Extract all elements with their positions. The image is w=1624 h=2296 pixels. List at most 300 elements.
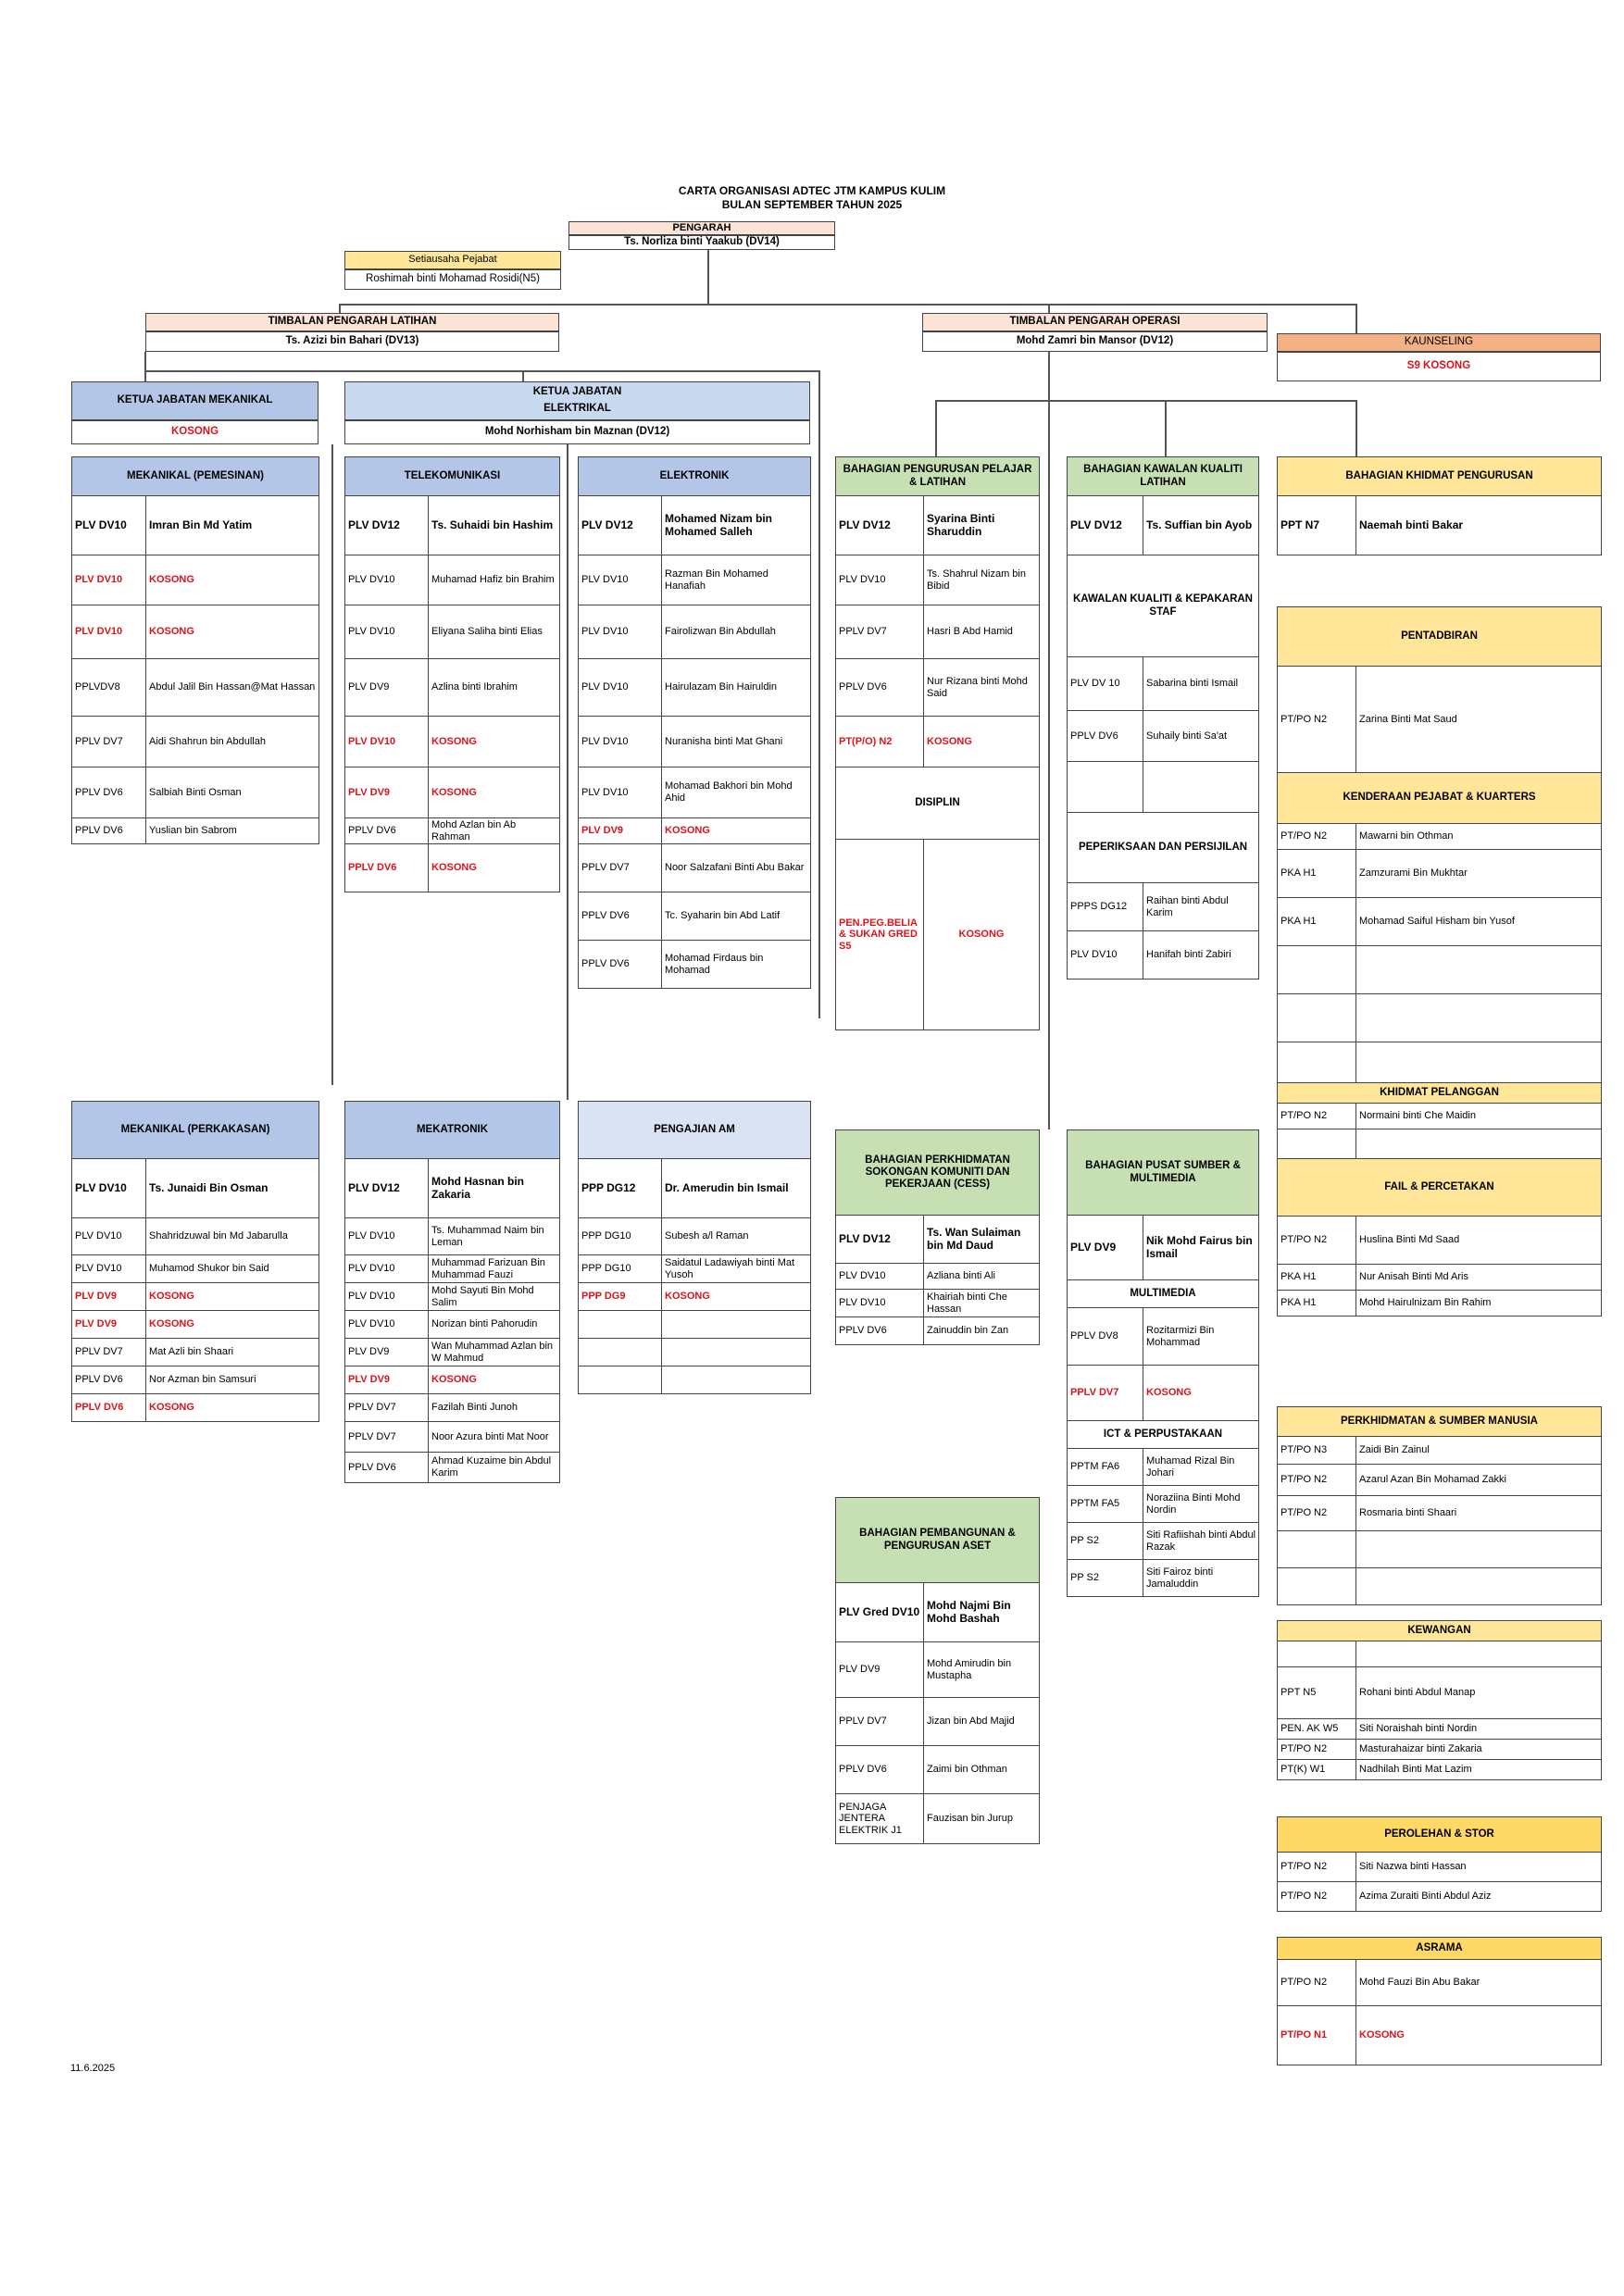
grade-cell: PT(P/O) N2 [836,717,924,767]
table-row [1278,850,1602,898]
grade-cell: PLV DV10 [836,1290,924,1317]
table-telekomunikasi [344,456,560,892]
name-cell: Mohamad Saiful Hisham bin Yusof [1356,898,1602,946]
table-row [836,767,1040,840]
name-cell: KOSONG [662,1283,811,1311]
table-row [579,605,811,659]
table-row [345,767,560,818]
kj-elektrikal-label1: KETUA JABATAN [532,386,622,397]
name-cell: KOSONG [146,1394,319,1422]
table-row [579,1366,811,1394]
grade-cell: PPTM FA6 [1068,1449,1143,1486]
name-cell: KOSONG [924,717,1040,767]
table-row [1278,1853,1602,1882]
table-row [72,717,319,767]
grade-cell: PPLVDV8 [72,659,146,717]
chart-title: CARTA ORGANISASI ADTEC JTM KAMPUS KULIM [678,184,946,197]
section-header: PENTADBIRAN [1278,607,1602,667]
name-cell [1356,1531,1602,1568]
grade-cell: PT/PO N3 [1278,1437,1356,1465]
table-row [836,1583,1040,1642]
name-cell: KOSONG [1356,2006,1602,2065]
grade-cell: PLV DV10 [345,1218,429,1255]
grade-cell [1278,1641,1356,1667]
grade-cell: PPLV DV6 [836,1746,924,1794]
name-cell: Mohd Hasnan bin Zakaria [429,1159,560,1218]
table-pembangunan [835,1497,1040,1844]
name-cell: Aidi Shahrun bin Abdullah [146,717,319,767]
grade-cell: PPLV DV7 [836,605,924,659]
name-cell: Syarina Binti Sharuddin [924,496,1040,555]
grade-cell: PP S2 [1068,1523,1143,1560]
name-cell: Nor Azman bin Samsuri [146,1366,319,1394]
grade-cell: PLV DV9 [345,659,429,717]
table-row [1278,667,1602,773]
table-row [836,1290,1040,1317]
table-row [579,1218,811,1255]
table-row [345,1394,560,1422]
section-header: TELEKOMUNIKASI [345,457,560,496]
table-row [1278,994,1602,1042]
grade-cell: PLV DV12 [345,496,429,555]
kj-elektrikal-name: Mohd Norhisham bin Maznan (DV12) [344,420,810,444]
grade-cell: PLV DV10 [579,605,662,659]
name-cell: Muhamad Hafiz bin Brahim [429,555,560,605]
grade-cell: PPLV DV6 [345,1453,429,1483]
grade-cell: PLV DV12 [1068,496,1143,555]
grade-cell: PLV DV10 [836,555,924,605]
table-row [1278,1568,1602,1605]
grade-cell: PLV DV12 [345,1159,429,1218]
table-row [345,659,560,717]
grade-cell: PLV DV10 [345,605,429,659]
name-cell: Saidatul Ladawiyah binti Mat Yusoh [662,1255,811,1283]
grade-cell: PLV DV10 [579,767,662,818]
grade-cell: PT/PO N1 [1278,2006,1356,2065]
table-cess [835,1129,1040,1345]
grade-cell: PLV DV10 [345,555,429,605]
grade-cell: PPPS DG12 [1068,883,1143,931]
name-cell: Razman Bin Mohamed Hanafiah [662,555,811,605]
grade-cell: PPLV DV6 [72,767,146,818]
grade-cell: PLV DV10 [72,496,146,555]
table-row [345,717,560,767]
name-cell: Fairolizwan Bin Abdullah [662,605,811,659]
grade-cell: PLV DV10 [72,1159,146,1218]
name-cell: Mohd Sayuti Bin Mohd Salim [429,1283,560,1311]
name-cell: Huslina Binti Md Saad [1356,1217,1602,1265]
table-row [1278,1719,1602,1740]
table-row [1068,883,1259,931]
name-cell: Zamzurami Bin Mukhtar [1356,850,1602,898]
table-row [579,767,811,818]
name-cell [1356,1042,1602,1083]
table-row [836,605,1040,659]
table-khidmat-pengurusan [1277,456,1602,555]
name-cell: Nik Mohd Fairus bin Ismail [1143,1216,1259,1280]
table-mekatronik [344,1101,560,1483]
name-cell: Hasri B Abd Hamid [924,605,1040,659]
grade-cell: PPLV DV6 [579,892,662,941]
chart-subtitle: BULAN SEPTEMBER TAHUN 2025 [721,198,903,211]
grade-cell: PPLV DV6 [1068,711,1143,762]
name-cell: KOSONG [924,840,1040,1030]
table-pengajian-am [578,1101,811,1394]
grade-cell: PPLV DV6 [345,818,429,844]
grade-cell: PKA H1 [1278,1291,1356,1316]
name-cell: Ts. Muhammad Naim bin Leman [429,1218,560,1255]
grade-cell: PLV DV9 [345,1339,429,1366]
table-row [1068,762,1259,813]
name-cell: Noor Azura binti Mat Noor [429,1422,560,1453]
grade-cell: PT/PO N2 [1278,1104,1356,1129]
section-header: BAHAGIAN PEMBANGUNAN & PENGURUSAN ASET [836,1498,1040,1583]
section-header: BAHAGIAN KAWALAN KUALITI LATIHAN [1068,457,1259,496]
grade-cell: PLV DV10 [72,555,146,605]
table-fail [1277,1158,1602,1316]
grade-cell: PT/PO N2 [1278,667,1356,773]
table-row [1278,1531,1602,1568]
name-cell: Naemah binti Bakar [1356,496,1602,555]
grade-cell: PPT N5 [1278,1667,1356,1719]
table-row [1068,1308,1259,1366]
section-header: MEKANIKAL (PEMESINAN) [72,457,319,496]
name-cell: Rohani binti Abdul Manap [1356,1667,1602,1719]
grade-cell: PPLV DV6 [72,818,146,844]
name-cell: Hanifah binti Zabiri [1143,931,1259,980]
name-cell: Ts. Suhaidi bin Hashim [429,496,560,555]
grade-cell: PP S2 [1068,1560,1143,1597]
grade-cell: PLV DV10 [72,1218,146,1255]
name-cell [1356,994,1602,1042]
grade-cell [1278,1042,1356,1083]
name-cell: Muhamod Shukor bin Said [146,1255,319,1283]
name-cell: Mohamad Firdaus bin Mohamad [662,941,811,989]
section-header: BAHAGIAN PERKHIDMATAN SOKONGAN KOMUNITI DAN PEKERJAAN (CESS) [836,1130,1040,1216]
section-header: MEKANIKAL (PERKAKASAN) [72,1102,319,1159]
table-row [579,818,811,844]
table-row [72,767,319,818]
tpl-label: TIMBALAN PENGARAH LATIHAN [145,313,559,331]
name-cell: KOSONG [146,1283,319,1311]
grade-cell: PLV DV10 [836,1264,924,1290]
table-row [72,1394,319,1422]
table-row [72,496,319,555]
grade-cell [1278,946,1356,994]
grade-cell: PPLV DV6 [345,844,429,892]
name-cell: Ts. Junaidi Bin Osman [146,1159,319,1218]
name-cell: Mohd Najmi Bin Mohd Bashah [924,1583,1040,1642]
name-cell: Mawarni bin Othman [1356,824,1602,850]
name-cell: Khairiah binti Che Hassan [924,1290,1040,1317]
grade-cell: PLV DV12 [579,496,662,555]
table-row [345,844,560,892]
grade-cell: PT/PO N2 [1278,1740,1356,1760]
grade-cell: PLV DV10 [1068,931,1143,980]
subsection-header: ICT & PERPUSTAKAAN [1068,1421,1259,1449]
pengarah-label: PENGARAH [568,221,835,235]
name-cell: KOSONG [146,1311,319,1339]
name-cell: Nuranisha binti Mat Ghani [662,717,811,767]
grade-cell: PT/PO N2 [1278,1496,1356,1531]
name-cell [1143,762,1259,813]
table-row [345,555,560,605]
grade-cell: PLV DV9 [72,1311,146,1339]
table-row [1278,1042,1602,1083]
tpo-name: Mohd Zamri bin Mansor (DV12) [922,331,1268,352]
table-row [72,555,319,605]
subsection-header: DISIPLIN [836,767,1040,840]
setiausaha-name: Roshimah binti Mohamad Rosidi(N5) [344,269,561,290]
table-row [1068,1523,1259,1560]
pengarah-name: Ts. Norliza binti Yaakub (DV14) [568,235,835,250]
name-cell: KOSONG [662,818,811,844]
name-cell: Fauzisan bin Jurup [924,1794,1040,1844]
name-cell: Siti Fairoz binti Jamaluddin [1143,1560,1259,1597]
table-row [1068,931,1259,980]
name-cell: Yuslian bin Sabrom [146,818,319,844]
table-row [579,659,811,717]
grade-cell [1068,762,1143,813]
grade-cell: PLV DV10 [72,1255,146,1283]
grade-cell: PKA H1 [1278,1265,1356,1291]
name-cell: Salbiah Binti Osman [146,767,319,818]
section-header: BAHAGIAN PENGURUSAN PELAJAR & LATIHAN [836,457,1040,496]
grade-cell: PLV DV10 [72,605,146,659]
name-cell: Sabarina binti Ismail [1143,657,1259,711]
table-row [345,1422,560,1453]
grade-cell: PLV DV10 [579,717,662,767]
name-cell: Jizan bin Abd Majid [924,1698,1040,1746]
section-header: BAHAGIAN KHIDMAT PENGURUSAN [1278,457,1602,496]
table-kenderaan [1277,772,1602,1083]
table-row [836,1746,1040,1794]
name-cell: Mohd Hairulnizam Bin Rahim [1356,1291,1602,1316]
grade-cell: PPLV DV6 [836,1317,924,1345]
table-row [579,1255,811,1283]
name-cell: Muhammad Farizuan Bin Muhammad Fauzi [429,1255,560,1283]
table-row [345,496,560,555]
table-row [345,1339,560,1366]
kj-elektrikal-label2: ELEKTRIKAL [543,403,611,414]
table-row [345,1255,560,1283]
name-cell: Mat Azli bin Shaari [146,1339,319,1366]
table-row [579,496,811,555]
section-header: PENGAJIAN AM [579,1102,811,1159]
table-row [1068,1486,1259,1523]
kj-mekanikal-label: KETUA JABATAN MEKANIKAL [71,381,319,420]
grade-cell: PPLV DV6 [72,1366,146,1394]
table-row [836,659,1040,717]
table-row [579,941,811,989]
table-row [1068,496,1259,555]
table-row [72,1218,319,1255]
table-row [72,605,319,659]
name-cell: KOSONG [429,1366,560,1394]
table-row [1278,946,1602,994]
grade-cell [1278,1531,1356,1568]
name-cell [1356,946,1602,994]
table-elektronik [578,456,811,989]
table-row [836,1317,1040,1345]
grade-cell: PENJAGA JENTERA ELEKTRIK J1 [836,1794,924,1844]
grade-cell: PLV DV10 [579,659,662,717]
table-row [579,717,811,767]
name-cell: Ts. Suffian bin Ayob [1143,496,1259,555]
table-row [579,1311,811,1339]
table-row [1278,1465,1602,1496]
name-cell [662,1311,811,1339]
grade-cell: PLV DV9 [345,767,429,818]
grade-cell: PKA H1 [1278,850,1356,898]
name-cell: Rosmaria binti Shaari [1356,1496,1602,1531]
name-cell: Abdul Jalil Bin Hassan@Mat Hassan [146,659,319,717]
table-row [345,605,560,659]
name-cell: Siti Nazwa binti Hassan [1356,1853,1602,1882]
subsection-header: MULTIMEDIA [1068,1280,1259,1308]
name-cell: Normaini binti Che Maidin [1356,1104,1602,1129]
table-row [1278,1104,1602,1129]
table-row [1278,1265,1602,1291]
name-cell: Zainuddin bin Zan [924,1317,1040,1345]
table-pentadbiran [1277,606,1602,773]
table-row [579,1159,811,1218]
table-row [72,659,319,717]
grade-cell: PPP DG9 [579,1283,662,1311]
table-row [1278,1291,1602,1316]
name-cell [662,1339,811,1366]
name-cell: Azima Zuraiti Binti Abdul Aziz [1356,1882,1602,1912]
grade-cell: PPLV DV7 [72,1339,146,1366]
name-cell: Siti Rafiishah binti Abdul Razak [1143,1523,1259,1560]
table-row [1278,1641,1602,1667]
section-header: KEWANGAN [1278,1621,1602,1641]
name-cell: Tc. Syaharin bin Abd Latif [662,892,811,941]
grade-cell: PPP DG10 [579,1255,662,1283]
table-row [1278,2006,1602,2065]
section-header: KHIDMAT PELANGGAN [1278,1083,1602,1104]
name-cell: Subesh a/l Raman [662,1218,811,1255]
name-cell: KOSONG [146,605,319,659]
grade-cell [579,1339,662,1366]
grade-cell: PLV DV10 [345,1311,429,1339]
table-row [1068,1421,1259,1449]
name-cell: Raihan binti Abdul Karim [1143,883,1259,931]
name-cell: Norizan binti Pahorudin [429,1311,560,1339]
section-header: ASRAMA [1278,1938,1602,1960]
name-cell: Muhamad Rizal Bin Johari [1143,1449,1259,1486]
table-mek-perkakasan [71,1101,319,1422]
name-cell: Hairulazam Bin Hairuldin [662,659,811,717]
section-header: KENDERAAN PEJABAT & KUARTERS [1278,773,1602,824]
grade-cell: PT(K) W1 [1278,1760,1356,1780]
table-row [836,1216,1040,1264]
table-row [836,1264,1040,1290]
table-row [1278,1437,1602,1465]
name-cell: Azlina binti Ibrahim [429,659,560,717]
grade-cell: PPLV DV7 [1068,1366,1143,1421]
grade-cell: PPLV DV7 [345,1422,429,1453]
grade-cell: PLV DV10 [345,1255,429,1283]
table-row [1068,555,1259,657]
table-row [1278,1217,1602,1265]
grade-cell: PPTM FA5 [1068,1486,1143,1523]
grade-cell: PLV DV10 [345,717,429,767]
name-cell: Masturahaizar binti Zakaria [1356,1740,1602,1760]
table-row [72,1159,319,1218]
section-header: BAHAGIAN PUSAT SUMBER & MULTIMEDIA [1068,1130,1259,1216]
name-cell: Nur Rizana binti Mohd Said [924,659,1040,717]
table-row [1068,1280,1259,1308]
name-cell [1356,1568,1602,1605]
setiausaha-label: Setiausaha Pejabat [344,251,561,269]
name-cell: Imran Bin Md Yatim [146,496,319,555]
section-header: FAIL & PERCETAKAN [1278,1159,1602,1217]
table-row [72,1339,319,1366]
kaunseling-name: S9 KOSONG [1277,352,1601,381]
table-row [836,1642,1040,1698]
table-row [836,496,1040,555]
name-cell [1356,1641,1602,1667]
table-row [345,1366,560,1394]
section-header: PERKHIDMATAN & SUMBER MANUSIA [1278,1407,1602,1437]
name-cell: Zarina Binti Mat Saud [1356,667,1602,773]
tpl-name: Ts. Azizi bin Bahari (DV13) [145,331,559,352]
name-cell: Mohamad Bakhori bin Mohd Ahid [662,767,811,818]
table-row [1278,1960,1602,2006]
name-cell: Noor Salzafani Binti Abu Bakar [662,844,811,892]
table-row [1278,496,1602,555]
table-row [836,840,1040,1030]
table-row [836,555,1040,605]
table-row [1278,1760,1602,1780]
footer-date: 11.6.2025 [70,2063,116,2074]
table-row [72,818,319,844]
name-cell: Mohd Fauzi Bin Abu Bakar [1356,1960,1602,2006]
name-cell: Mohd Azlan bin Ab Rahman [429,818,560,844]
table-row [345,1311,560,1339]
grade-cell: PPLV DV7 [72,717,146,767]
grade-cell [1278,1129,1356,1159]
grade-cell: PT/PO N2 [1278,1465,1356,1496]
table-row [1068,1366,1259,1421]
table-row [579,555,811,605]
table-row [1068,657,1259,711]
table-pengurusan-pelajar [835,456,1040,1030]
table-row [1068,1216,1259,1280]
grade-cell: PT/PO N2 [1278,1882,1356,1912]
grade-cell: PLV DV10 [579,555,662,605]
name-cell: Fazilah Binti Junoh [429,1394,560,1422]
name-cell: Ts. Wan Sulaiman bin Md Daud [924,1216,1040,1264]
grade-cell: PEN.PEG.BELIA & SUKAN GRED S5 [836,840,924,1030]
table-row [345,1218,560,1255]
name-cell: Zaidi Bin Zainul [1356,1437,1602,1465]
grade-cell: PPLV DV6 [72,1394,146,1422]
grade-cell [1278,994,1356,1042]
grade-cell: PT/PO N2 [1278,1217,1356,1265]
grade-cell: PEN. AK W5 [1278,1719,1356,1740]
grade-cell [579,1366,662,1394]
name-cell: Shahridzuwal bin Md Jabarulla [146,1218,319,1255]
table-khidmat-pelanggan [1277,1082,1602,1159]
table-row [1278,824,1602,850]
table-row [1068,1449,1259,1486]
grade-cell: PLV DV9 [345,1366,429,1394]
table-kawalan-kualiti [1067,456,1259,980]
kj-elektrikal-label-box [344,381,810,420]
grade-cell: PLV DV 10 [1068,657,1143,711]
